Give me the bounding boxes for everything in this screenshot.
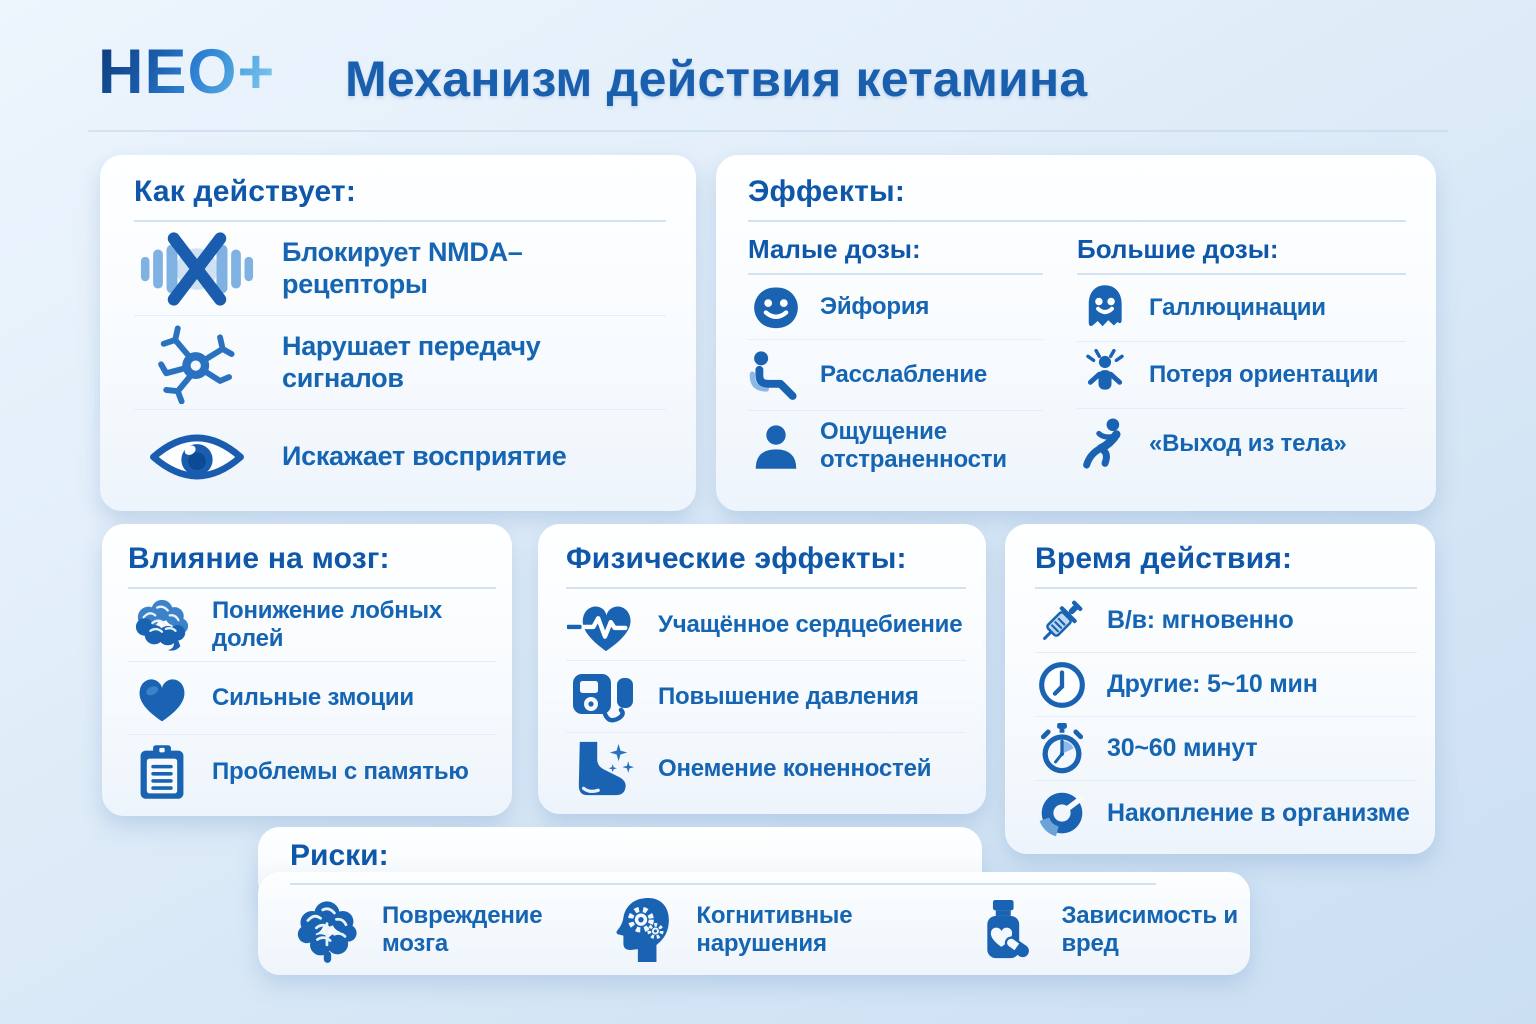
list-item xyxy=(748,275,1043,340)
card-timing-title: Время действия: xyxy=(1035,542,1417,589)
item-label: Проблемы с памятью xyxy=(212,757,469,785)
item-label: Другие: 5~10 мин xyxy=(1107,670,1318,699)
list-item xyxy=(1035,589,1417,653)
item-label: Сильные змоции xyxy=(212,684,414,712)
item-label: Галлюцинации xyxy=(1149,294,1326,322)
page-title: Механизм действия кетамина xyxy=(345,51,1088,107)
item-label: Повреждение мозга xyxy=(382,902,543,957)
item-label: 30~60 минут xyxy=(1107,734,1258,763)
card-mechanism xyxy=(100,155,696,511)
large-doses-title: Большие дозы: xyxy=(1077,234,1406,275)
person-icon xyxy=(748,419,804,473)
card-timing xyxy=(1005,524,1435,854)
smiley-icon xyxy=(748,282,804,332)
brain-icon xyxy=(128,596,196,654)
list-item xyxy=(128,589,496,662)
heartbeat-icon xyxy=(566,595,642,655)
list-item xyxy=(566,661,966,733)
ghost-icon xyxy=(1077,282,1133,334)
stopwatch-icon xyxy=(1035,722,1089,776)
clipboard-icon xyxy=(128,743,196,801)
item-label: Учащённое сердцебиение xyxy=(658,610,963,638)
large-doses-column xyxy=(1077,234,1406,480)
small-doses-column xyxy=(748,234,1077,480)
list-item xyxy=(128,735,496,808)
item-label: Нарушает передачу сигналов xyxy=(282,331,541,393)
item-label: Накопление в организме xyxy=(1107,798,1410,827)
item-label: Ощущение отстраненности xyxy=(820,418,1007,473)
list-item xyxy=(128,662,496,735)
item-label: Повышение давления xyxy=(658,682,919,710)
numb-foot-icon xyxy=(566,738,642,800)
card-brain xyxy=(102,524,512,816)
card-mechanism-title: Как действует: xyxy=(134,175,666,222)
header-divider xyxy=(88,130,1448,132)
list-item xyxy=(748,340,1043,411)
heart-icon xyxy=(128,671,196,725)
list-item xyxy=(134,222,666,316)
disoriented-person-icon xyxy=(1077,349,1133,401)
card-risks-title: Риски: xyxy=(290,839,1156,885)
syringe-icon xyxy=(1035,594,1089,648)
card-brain-title: Влияние на мозг: xyxy=(128,542,496,589)
item-label: «Выход из тела» xyxy=(1149,430,1347,458)
clock-icon xyxy=(1035,660,1089,710)
card-physical xyxy=(538,524,986,814)
list-item xyxy=(969,895,1250,965)
card-physical-title: Физические эффекты: xyxy=(566,542,966,589)
reclining-person-icon xyxy=(748,347,804,403)
item-label: Зависимость и вред xyxy=(1061,902,1238,957)
list-item xyxy=(566,589,966,661)
item-label: Понижение лобных долей xyxy=(212,597,443,652)
list-item xyxy=(566,733,966,805)
neo-plus-logo: НЕО+ xyxy=(98,37,276,107)
neuron-icon xyxy=(134,322,260,404)
card-effects xyxy=(716,155,1436,511)
list-item xyxy=(134,410,666,504)
list-item xyxy=(1035,653,1417,717)
card-effects-title: Эффекты: xyxy=(748,175,1406,222)
damaged-brain-icon xyxy=(290,896,366,964)
blocked-nmda-receptor-icon xyxy=(134,230,260,308)
item-label: Искажает восприятие xyxy=(282,441,567,472)
risks-items xyxy=(290,895,1250,965)
list-item xyxy=(290,896,564,964)
list-item xyxy=(1035,717,1417,781)
item-label: Когнитивные нарушения xyxy=(696,902,853,957)
list-item xyxy=(134,316,666,410)
small-doses-title: Малые дозы: xyxy=(748,234,1043,275)
list-item xyxy=(1077,342,1406,409)
item-label: В/в: мгновенно xyxy=(1107,606,1294,635)
item-label: Потеря ориентации xyxy=(1149,361,1379,389)
item-label: Блокирует NMDA–рецепторы xyxy=(282,237,523,299)
list-item xyxy=(748,411,1043,480)
blood-pressure-icon xyxy=(566,666,642,728)
floating-person-icon xyxy=(1077,416,1133,472)
pill-bottle-icon xyxy=(969,895,1045,965)
eye-icon xyxy=(134,424,260,490)
list-item xyxy=(1077,275,1406,342)
card-risks xyxy=(258,827,1250,975)
list-item xyxy=(1077,409,1406,479)
item-label: Расслабление xyxy=(820,361,988,389)
list-item xyxy=(604,895,929,965)
effects-columns xyxy=(748,234,1406,480)
item-label: Эйфория xyxy=(820,293,930,321)
item-label: Онемение коненностей xyxy=(658,755,932,783)
head-gears-icon xyxy=(604,895,680,965)
